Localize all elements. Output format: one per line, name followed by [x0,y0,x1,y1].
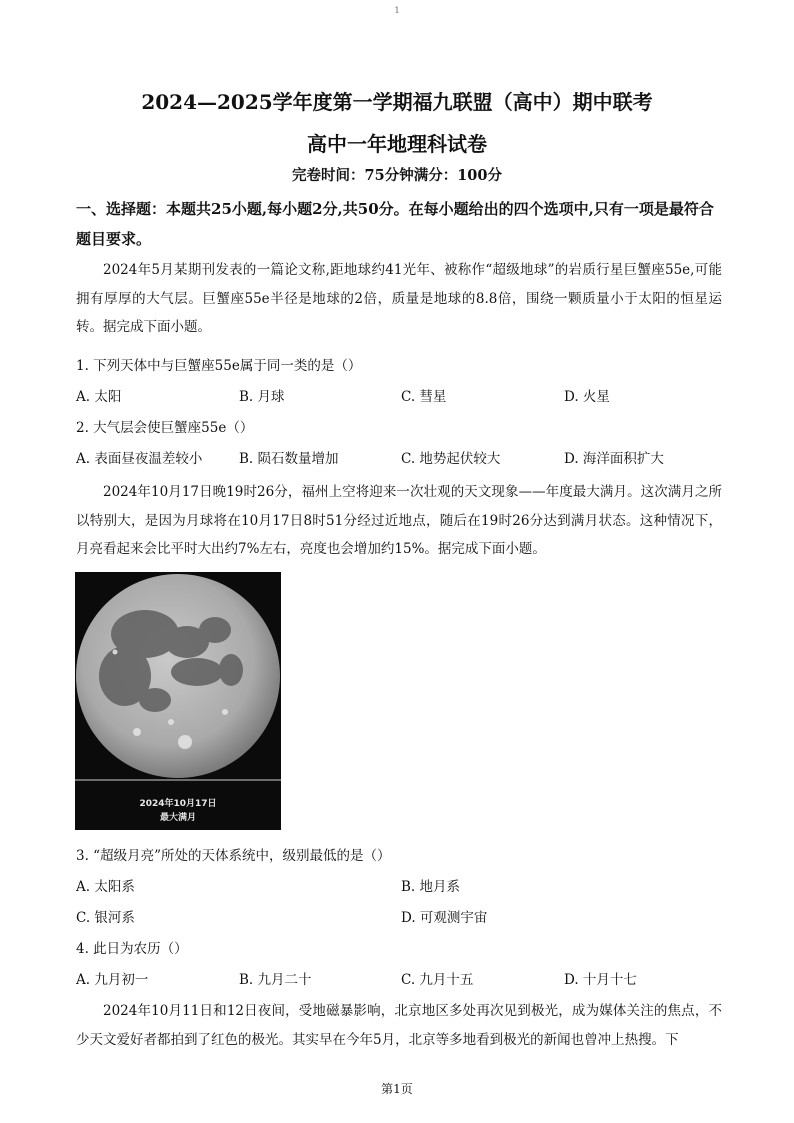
q2-option-c: C. 地势起伏较大 [401,451,501,467]
question-1-stem: 1. 下列天体中与巨蟹座55e属于同一类的是（） [76,358,362,374]
q1-option-c: C. 彗星 [401,389,447,405]
q1-option-b: B. 月球 [239,389,285,405]
section-heading: 一、选择题：本题共25小题,每小题2分,共50分。在每小题给出的四个选项中,只有一项是最符合题目要求。 [76,200,714,248]
photo-caption-date: 2024年10月17日 [139,799,217,809]
q2-option-d: D. 海洋面积扩大 [564,451,664,467]
q1-option-a: A. 太阳 [76,389,122,405]
exam-info: 完卷时间：75分钟满分：100分 [292,167,502,184]
moon-illustration [75,572,281,830]
photo-caption-title: 最大满月 [159,813,196,823]
supermoon-photo [75,572,281,830]
q4-option-d: D. 十月十七 [564,972,637,988]
q3-option-c: C. 银河系 [76,910,135,926]
q4-option-c: C. 九月十五 [401,972,474,988]
question-3-stem: 3. “超级月亮”所处的天体系统中，级别最低的是（） [76,848,391,864]
question-2-stem: 2. 大气层会使巨蟹座55e（） [76,420,254,436]
q4-option-a: A. 九月初一 [76,972,149,988]
q3-option-d: D. 可观测宇宙 [401,910,488,926]
exam-title: 2024—2025学年度第一学期福九联盟（高中）期中联考 [141,90,653,114]
passage-2 [76,478,722,564]
passage-3-text: 2024年10月11日和12日夜间，受地磁暴影响，北京地区多处再次见到极光，成为媒体关注的焦点，不少天文爱好者都拍到了红色的极光。其实早在今年5月，北京等多地看到极光的新闻也曾冲上热搜。下 [76,1003,722,1048]
passage-1-text: 2024年5月某期刊发表的一篇论文称,距地球约41光年、被称作“超级地球”的岩质行星巨蟹座55e,可能拥有厚厚的大气层。巨蟹座55e半径是地球的2倍，质量是地球的8.8倍，围绕一颗质量小于太阳的恒星运转。据完成下面小题。 [76,262,722,335]
q2-option-a: A. 表面昼夜温差较小 [76,451,203,467]
q3-option-a: A. 太阳系 [76,879,135,895]
exam-subtitle: 高中一年地理科试卷 [307,132,487,156]
page-number: 第1页 [381,1082,413,1096]
passage-2-text: 2024年10月17日晚19时26分，福州上空将迎来一次壮观的天文现象——年度最大满月。这次满月之所以特别大，是因为月球将在10月17日8时51分经过近地点，随后在19时26分达到满月状态。这种情况下，月亮看起来会比平时大出约7%左右，亮度也会增加约15%。据完成下面小题。 [76,484,722,557]
q2-option-b: B. 陨石数量增加 [239,451,339,467]
q3-option-b: B. 地月系 [401,879,461,895]
passage-1 [76,256,722,342]
passage-3 [76,997,722,1054]
page-top-mark: 1 [394,6,400,15]
question-4-stem: 4. 此日为农历（） [76,941,188,957]
q4-option-b: B. 九月二十 [239,972,312,988]
q1-option-d: D. 火星 [564,389,610,405]
